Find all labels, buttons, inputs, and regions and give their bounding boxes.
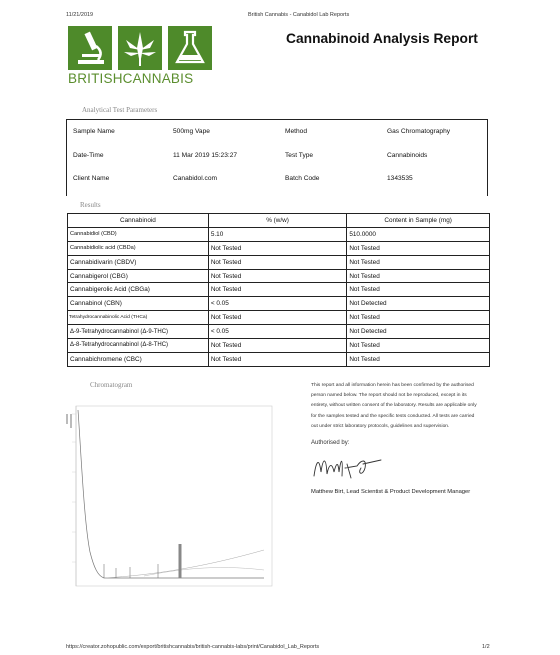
flask-icon [168,26,212,70]
content-cell: 510.0000 [347,227,490,241]
table-row [68,241,490,255]
cannabinoid-cell: Cannabidivarin (CBDV) [68,255,209,269]
disclaimer-line: This report and all information herein has been confirmed by the authorised [311,383,474,388]
table-row [68,339,490,353]
percent-cell: Not Tested [208,339,347,353]
microscope-icon [68,26,112,70]
cannabinoid-cell: Cannabigerol (CBG) [68,269,209,283]
chromatogram-image [64,392,276,592]
results-title: Results [80,201,101,209]
parameter-label: Batch Code [285,175,320,182]
page-number: 1/2 [482,644,490,650]
content-cell: Not Tested [347,283,490,297]
cannabinoid-cell: Cannabidiolic acid (CBDa) [68,241,209,255]
content-cell: Not Tested [347,241,490,255]
cannabinoid-cell: Δ-8-Tetrahydrocannabinol (Δ-8-THC) [68,339,209,353]
signatory-name: Matthew Birt, Lead Scientist & Product Development Manager [311,489,471,495]
disclaimer-line: for the samples tested and the specific tests conducted. All tests are carried [311,413,475,419]
cannabinoid-cell: Δ-9-Tetrahydrocannabinol (Δ-9-THC) [68,325,209,339]
column-header: Content in Sample (mg) [347,214,490,228]
percent-cell: Not Tested [208,283,347,297]
parameter-value: Canabidol.com [173,175,217,182]
chromatogram-title: Chromatogram [90,381,133,389]
content-cell: Not Tested [347,339,490,353]
parameter-label: Sample Name [73,128,115,135]
content-cell: Not Tested [347,269,490,283]
footer-url: https://creator.zohopublic.com/export/britishcannabis/british-cannabis-labs/print/Canabidol_Lab_Reports [66,644,320,650]
disclaimer-line: entirety, without written consent of the laboratory. Results are applicable only [311,403,477,409]
parameters-box [66,119,488,196]
parameter-value: 1343535 [387,175,413,182]
cannabis-leaf-icon [118,26,162,70]
table-row [68,283,490,297]
cannabinoid-cell: Cannabidiol (CBD) [68,227,209,241]
table-row [68,255,490,269]
parameter-value: Gas Chromatography [387,128,451,135]
percent-cell: Not Tested [208,269,347,283]
cannabinoid-cell: Tetrahydrocannabinolic Acid (THCa) [68,311,209,325]
content-cell: Not Tested [347,352,490,366]
print-page-title: British Cannabis - Canabidol Lab Reports [248,12,350,18]
table-row [68,352,490,366]
parameter-value: Cannabinoids [387,152,428,159]
table-row [68,325,490,339]
percent-cell: < 0.05 [208,325,347,339]
logo-text: BRITISHCANNABIS [68,71,194,86]
table-row [68,269,490,283]
parameter-label: Date-Time [73,152,104,159]
parameter-value: 500mg Vape [173,128,210,135]
percent-cell: 5.10 [208,227,347,241]
disclaimer-line: out under strict laboratory protocols, guidelines and supervision. [311,423,450,429]
cannabinoid-cell: Cannabigerolic Acid (CBGa) [68,283,209,297]
results-table [67,213,490,367]
content-cell: Not Detected [347,325,490,339]
cannabinoid-cell: Cannabichromene (CBC) [68,352,209,366]
parameter-label: Client Name [73,175,110,182]
content-cell: Not Detected [347,297,490,311]
content-cell: Not Tested [347,255,490,269]
percent-cell: Not Tested [208,352,347,366]
percent-cell: Not Tested [208,241,347,255]
authorised-label: Authorised by: [311,440,350,446]
percent-cell: Not Tested [208,311,347,325]
table-row [68,311,490,325]
percent-cell: Not Tested [208,255,347,269]
british-cannabis-logo [68,26,218,88]
parameters-title: Analytical Test Parameters [82,106,158,114]
print-date: 11/21/2019 [66,12,94,18]
signature-image [311,450,391,482]
disclaimer-line: person named below. The report should not be reproduced, except in its [311,393,467,399]
report-title: Cannabinoid Analysis Report [286,31,478,46]
parameter-label: Test Type [285,152,314,159]
cannabinoid-cell: Cannabinol (CBN) [68,297,209,311]
column-header: % (w/w) [208,214,347,228]
content-cell: Not Tested [347,311,490,325]
parameter-value: 11 Mar 2019 15:23:27 [173,152,238,159]
disclaimer-text [311,381,493,432]
column-header: Cannabinoid [68,214,209,228]
percent-cell: < 0.05 [208,297,347,311]
results-header-row [68,214,490,228]
parameter-label: Method [285,128,307,135]
table-row [68,227,490,241]
table-row [68,297,490,311]
